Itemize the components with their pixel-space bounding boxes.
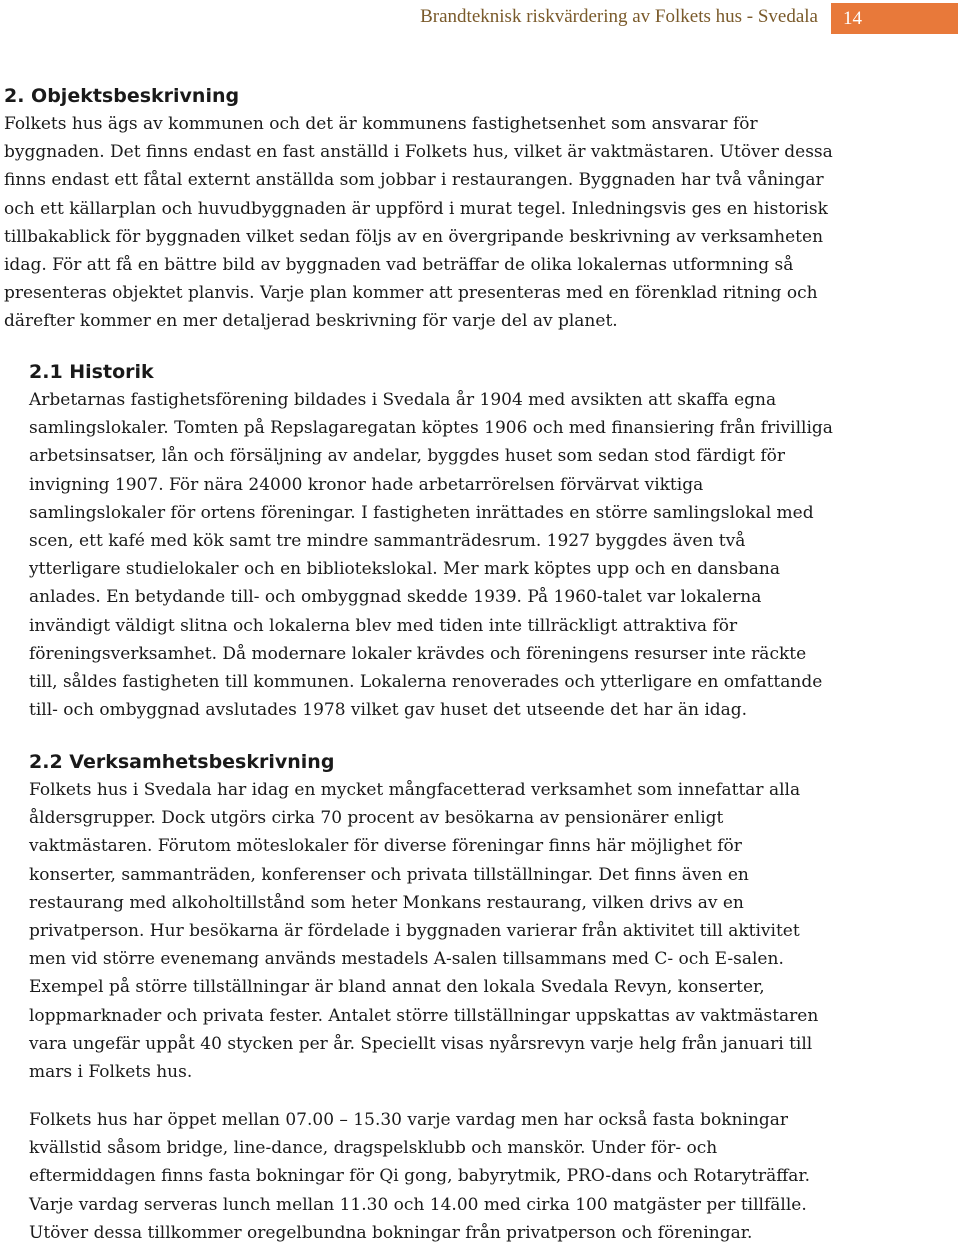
text-line: Varje vardag serveras lunch mellan 11.30 och 14.00 med cirka 100 matgäster per tillfälle. [29,1194,807,1215]
text-line: loppmarknader och privata fester. Antalet större tillställningar uppskattas av vaktmästaren [29,1005,819,1026]
page-number-badge: 14 [831,3,958,34]
text-line: Exempel på större tillställningar är bland annat den lokala Svedala Revyn, konserter, [29,977,765,998]
document-title: Brandteknisk riskvärdering av Folkets hus - Svedala [420,6,818,27]
text-line: Arbetarnas fastighetsförening bildades i Svedala år 1904 med avsikten att skaffa egna [29,390,777,410]
page-header [0,0,960,38]
text-line: eftermiddagen finns fasta bokningar för Qi gong, babyrytmik, PRO-dans och Rotaryträffar. [29,1166,811,1187]
paragraph [29,1106,810,1247]
text-line: vaktmästaren. Förutom möteslokaler för diverse föreningar finns här möjlighet för [29,836,742,857]
text-line: konserter, sammanträden, konferenser och privata tillställningar. Det finns även en [29,864,749,885]
text-line: och ett källarplan och huvudbyggnaden är uppförd i murat tegel. Inledningsvis ges en historisk [4,198,828,219]
section-heading: 2. Objektsbeskrivning [4,85,240,107]
text-line: byggnaden. Det finns endast en fast anställd i Folkets hus, vilket är vaktmästaren. Utöver dessa [4,142,833,163]
text-line: föreningsverksamhet. Då modernare lokaler krävdes och föreningens resurser inte räckte [29,643,807,664]
section-heading: 2.1 Historik [29,361,154,383]
text-line: ytterligare studielokaler och en bibliotekslokal. Mer mark köptes upp och en dansbana [29,559,781,580]
section-opening-hours [29,1106,810,1247]
text-line: Utöver dessa tillkommer oregelbundna bokningar från privatperson och föreningar. [29,1222,753,1243]
section-verksamhetsbeskrivning [29,748,818,1086]
text-line: tillbakablick för byggnaden vilket sedan följs av en övergripande beskrivning av verksamheten [4,226,824,247]
text-line: arbetsinsatser, lån och försäljning av andelar, byggdes huset som sedan stod färdigt för [29,446,785,467]
text-line: därefter kommer en mer detaljerad beskrivning för varje del av planet. [4,311,618,332]
section-heading: 2.2 Verksamhetsbeskrivning [29,751,335,773]
text-line: invigning 1907. För nära 24000 kronor hade arbetarrörelsen förvärvat viktiga [29,474,704,495]
text-line: Folkets hus i Svedala har idag en mycket mångfacetterad verksamhet som innefattar alla [29,780,801,800]
text-line: Folkets hus ägs av kommunen och det är kommunens fastighetsenhet som ansvarar för [4,114,758,134]
text-line: anlades. En betydande till- och ombyggnad skedde 1939. På 1960-talet var lokalerna [29,587,762,608]
text-line: privatperson. Hur besökarna är fördelade i byggnaden varierar från aktivitet till aktivitet [29,921,800,942]
section-historik [29,358,833,724]
text-line: scen, ett kafé med kök samt tre mindre sammanträdesrum. 1927 byggdes även två [29,531,746,552]
text-line: presenteras objektet planvis. Varje plan kommer att presenteras med en förenklad ritning och [4,283,818,304]
text-line: idag. För att få en bättre bild av byggnaden vad beträffar de olika lokalernas utformning så [4,255,794,276]
text-line: finns endast ett fåtal externt anställda som jobbar i restaurangen. Byggnaden har två våningar [4,170,824,191]
text-line: vara ungefär uppåt 40 stycken per år. Speciellt visas nyårsrevyn varje helg från januari till [29,1033,813,1054]
text-line: men vid större evenemang används mestadels A-salen tillsammans med C- och E-salen. [29,949,784,970]
text-line: restaurang med alkoholtillstånd som heter Monkans restaurang, vilken drivs av en [29,892,744,913]
text-line: Folkets hus har öppet mellan 07.00 – 15.30 varje vardag men har också fasta bokningar [29,1110,789,1130]
text-line: åldersgrupper. Dock utgörs cirka 70 procent av besökarna av pensionärer enligt [29,808,724,829]
paragraph [29,386,833,724]
text-line: till- och ombyggnad avslutades 1978 vilket gav huset det utseende det har än idag. [29,700,748,721]
paragraph [29,776,818,1086]
text-line: invändigt väldigt slitna och lokalerna blev med tiden inte tillräckligt attraktiva för [29,615,738,636]
text-line: kvällstid såsom bridge, line-dance, dragspelsklubb och manskör. Under för- och [29,1138,718,1159]
text-line: samlingslokaler. Tomten på Repslagaregatan köptes 1906 och med finansiering från frivilliga [29,418,833,439]
paragraph [4,110,833,336]
text-line: mars i Folkets hus. [29,1062,193,1083]
text-line: till, såldes fastigheten till kommunen. Lokalerna renoverades och ytterligare en omfattande [29,672,823,693]
section-objektsbeskrivning [4,82,833,336]
text-line: samlingslokaler för ortens föreningar. I fastigheten inrättades en större samlingslokal med [29,502,814,523]
